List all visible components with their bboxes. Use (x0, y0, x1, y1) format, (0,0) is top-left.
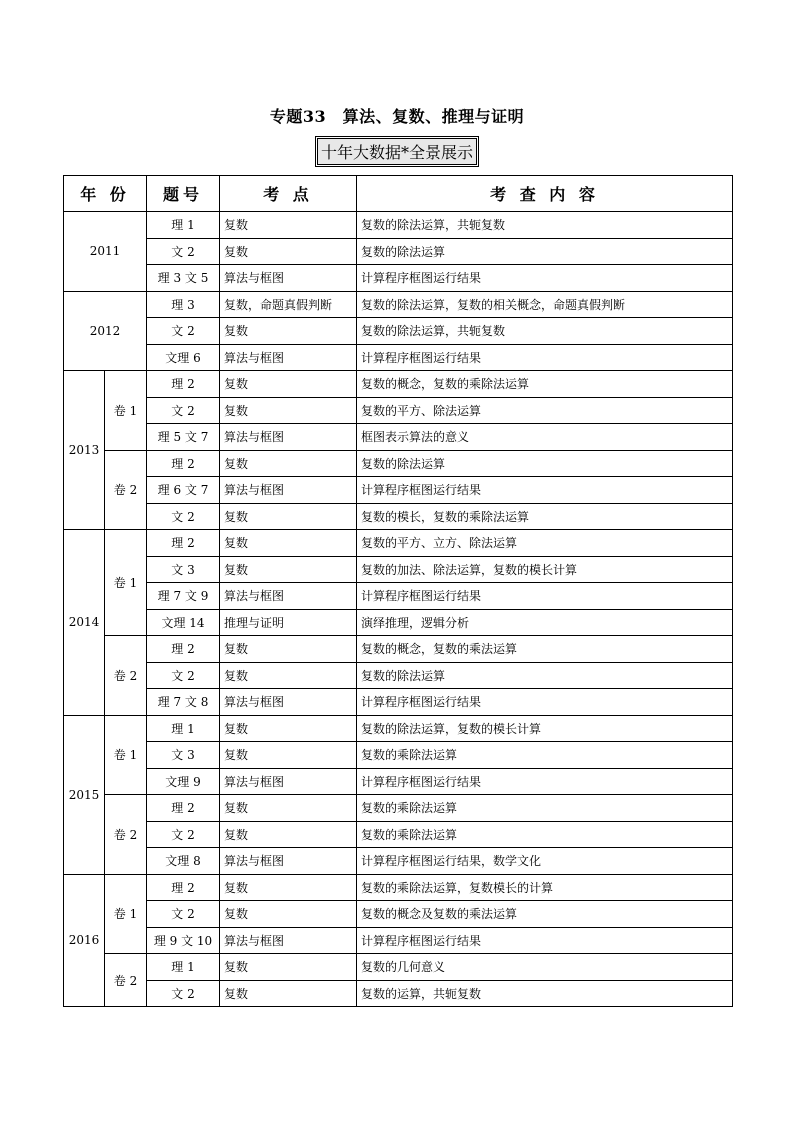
content-cell: 复数的除法运算，复数的相关概念，命题真假判断 (357, 291, 733, 318)
content-cell: 复数的概念，复数的乘法运算 (357, 636, 733, 663)
topic-cell: 算法与框图 (220, 344, 357, 371)
question-cell: 文 2 (147, 980, 220, 1007)
table-row (64, 689, 733, 716)
table-row (64, 424, 733, 451)
topic-cell: 复数 (220, 212, 357, 239)
question-cell: 文 2 (147, 821, 220, 848)
year-cell: 2013 (64, 371, 105, 530)
table-row (64, 768, 733, 795)
question-cell: 文 2 (147, 397, 220, 424)
topic-cell: 算法与框图 (220, 265, 357, 292)
topic-cell: 算法与框图 (220, 927, 357, 954)
content-cell: 计算程序框图运行结果 (357, 344, 733, 371)
table-row (64, 371, 733, 398)
topic-cell: 推理与证明 (220, 609, 357, 636)
topic-cell: 复数 (220, 874, 357, 901)
content-cell: 复数的平方、立方、除法运算 (357, 530, 733, 557)
topic-cell: 复数 (220, 980, 357, 1007)
question-cell: 文理 14 (147, 609, 220, 636)
content-cell: 复数的除法运算，共轭复数 (357, 318, 733, 345)
table-row (64, 583, 733, 610)
table-row (64, 927, 733, 954)
question-cell: 理 3 (147, 291, 220, 318)
topic-cell: 复数 (220, 636, 357, 663)
topic-cell: 算法与框图 (220, 689, 357, 716)
question-cell: 文 3 (147, 556, 220, 583)
content-cell: 复数的几何意义 (357, 954, 733, 981)
content-cell: 复数的乘除法运算，复数模长的计算 (357, 874, 733, 901)
content-cell: 复数的除法运算 (357, 450, 733, 477)
table-row (64, 742, 733, 769)
header-topic: 考 点 (220, 176, 357, 212)
table-row (64, 318, 733, 345)
content-cell: 计算程序框图运行结果 (357, 477, 733, 504)
volume-cell: 卷 1 (105, 874, 147, 954)
question-cell: 理 1 (147, 954, 220, 981)
volume-cell: 卷 2 (105, 795, 147, 875)
year-cell: 2015 (64, 715, 105, 874)
topic-cell: 复数 (220, 503, 357, 530)
content-cell: 计算程序框图运行结果，数学文化 (357, 848, 733, 875)
content-cell: 复数的运算，共轭复数 (357, 980, 733, 1007)
question-cell: 文理 8 (147, 848, 220, 875)
year-cell: 2014 (64, 530, 105, 716)
page-title: 专题33 算法、复数、推理与证明 (269, 107, 525, 126)
content-cell: 复数的平方、除法运算 (357, 397, 733, 424)
question-cell: 理 3 文 5 (147, 265, 220, 292)
topic-cell: 复数 (220, 556, 357, 583)
content-cell: 计算程序框图运行结果 (357, 768, 733, 795)
question-cell: 文理 9 (147, 768, 220, 795)
volume-cell: 卷 2 (105, 954, 147, 1007)
topic-cell: 复数 (220, 397, 357, 424)
table-row (64, 503, 733, 530)
content-cell: 复数的除法运算，复数的模长计算 (357, 715, 733, 742)
topic-cell: 复数 (220, 662, 357, 689)
topic-cell: 算法与框图 (220, 477, 357, 504)
question-cell: 理 2 (147, 450, 220, 477)
content-cell: 复数的除法运算 (357, 238, 733, 265)
topic-cell: 复数，命题真假判断 (220, 291, 357, 318)
topic-cell: 算法与框图 (220, 768, 357, 795)
content-cell: 计算程序框图运行结果 (357, 265, 733, 292)
year-cell: 2012 (64, 291, 147, 371)
question-cell: 文理 6 (147, 344, 220, 371)
content-cell: 复数的除法运算 (357, 662, 733, 689)
content-cell: 复数的乘除法运算 (357, 795, 733, 822)
table-row (64, 901, 733, 928)
topic-cell: 复数 (220, 715, 357, 742)
table-row (64, 212, 733, 239)
content-cell: 计算程序框图运行结果 (357, 689, 733, 716)
topic-cell: 复数 (220, 795, 357, 822)
header-question: 题号 (147, 176, 220, 212)
question-cell: 理 2 (147, 795, 220, 822)
content-cell: 演绎推理，逻辑分析 (357, 609, 733, 636)
question-cell: 理 9 文 10 (147, 927, 220, 954)
question-cell: 文 2 (147, 238, 220, 265)
topic-cell: 复数 (220, 371, 357, 398)
question-cell: 文 3 (147, 742, 220, 769)
table-row (64, 344, 733, 371)
content-cell: 复数的除法运算，共轭复数 (357, 212, 733, 239)
table-row (64, 397, 733, 424)
topic-cell: 复数 (220, 450, 357, 477)
content-cell: 复数的乘除法运算 (357, 821, 733, 848)
header-row (64, 176, 733, 212)
content-cell: 复数的模长，复数的乘除法运算 (357, 503, 733, 530)
question-cell: 理 5 文 7 (147, 424, 220, 451)
question-cell: 理 7 文 9 (147, 583, 220, 610)
table-row (64, 874, 733, 901)
table-body (64, 212, 733, 1007)
table-row (64, 821, 733, 848)
topic-cell: 算法与框图 (220, 583, 357, 610)
content-cell: 计算程序框图运行结果 (357, 927, 733, 954)
question-cell: 理 2 (147, 636, 220, 663)
question-cell: 文 2 (147, 503, 220, 530)
volume-cell: 卷 2 (105, 450, 147, 530)
subtitle-wrap (0, 138, 794, 165)
content-cell: 框图表示算法的意义 (357, 424, 733, 451)
question-cell: 理 2 (147, 371, 220, 398)
question-cell: 理 2 (147, 530, 220, 557)
year-cell: 2011 (64, 212, 147, 292)
question-cell: 文 2 (147, 901, 220, 928)
question-cell: 理 2 (147, 874, 220, 901)
content-cell: 复数的概念，复数的乘除法运算 (357, 371, 733, 398)
table-row (64, 450, 733, 477)
topic-cell: 算法与框图 (220, 424, 357, 451)
volume-cell: 卷 1 (105, 530, 147, 636)
question-cell: 理 1 (147, 212, 220, 239)
table-row (64, 477, 733, 504)
question-cell: 文 2 (147, 662, 220, 689)
content-cell: 计算程序框图运行结果 (357, 583, 733, 610)
topic-cell: 复数 (220, 821, 357, 848)
content-cell: 复数的乘除法运算 (357, 742, 733, 769)
table-row (64, 609, 733, 636)
table-row (64, 530, 733, 557)
header-content: 考 查 内 容 (357, 176, 733, 212)
table-row (64, 715, 733, 742)
volume-cell: 卷 1 (105, 715, 147, 795)
volume-cell: 卷 1 (105, 371, 147, 451)
topic-cell: 复数 (220, 742, 357, 769)
question-cell: 理 1 (147, 715, 220, 742)
topic-cell: 复数 (220, 318, 357, 345)
topic-cell: 算法与框图 (220, 848, 357, 875)
table-row (64, 636, 733, 663)
question-cell: 文 2 (147, 318, 220, 345)
table-row (64, 556, 733, 583)
topic-cell: 复数 (220, 901, 357, 928)
topic-cell: 复数 (220, 530, 357, 557)
question-cell: 理 7 文 8 (147, 689, 220, 716)
volume-cell: 卷 2 (105, 636, 147, 716)
table-row (64, 954, 733, 981)
table-row (64, 265, 733, 292)
subtitle-box: 十年大数据*全景展示 (317, 138, 477, 165)
topic-cell: 复数 (220, 238, 357, 265)
content-cell: 复数的概念及复数的乘法运算 (357, 901, 733, 928)
content-cell: 复数的加法、除法运算，复数的模长计算 (357, 556, 733, 583)
table-row (64, 662, 733, 689)
topic-cell: 复数 (220, 954, 357, 981)
table-row (64, 795, 733, 822)
table-row (64, 980, 733, 1007)
table-row (64, 238, 733, 265)
header-year: 年 份 (64, 176, 147, 212)
table-row (64, 291, 733, 318)
year-cell: 2016 (64, 874, 105, 1007)
table-row (64, 848, 733, 875)
question-cell: 理 6 文 7 (147, 477, 220, 504)
exam-table (63, 175, 733, 1007)
